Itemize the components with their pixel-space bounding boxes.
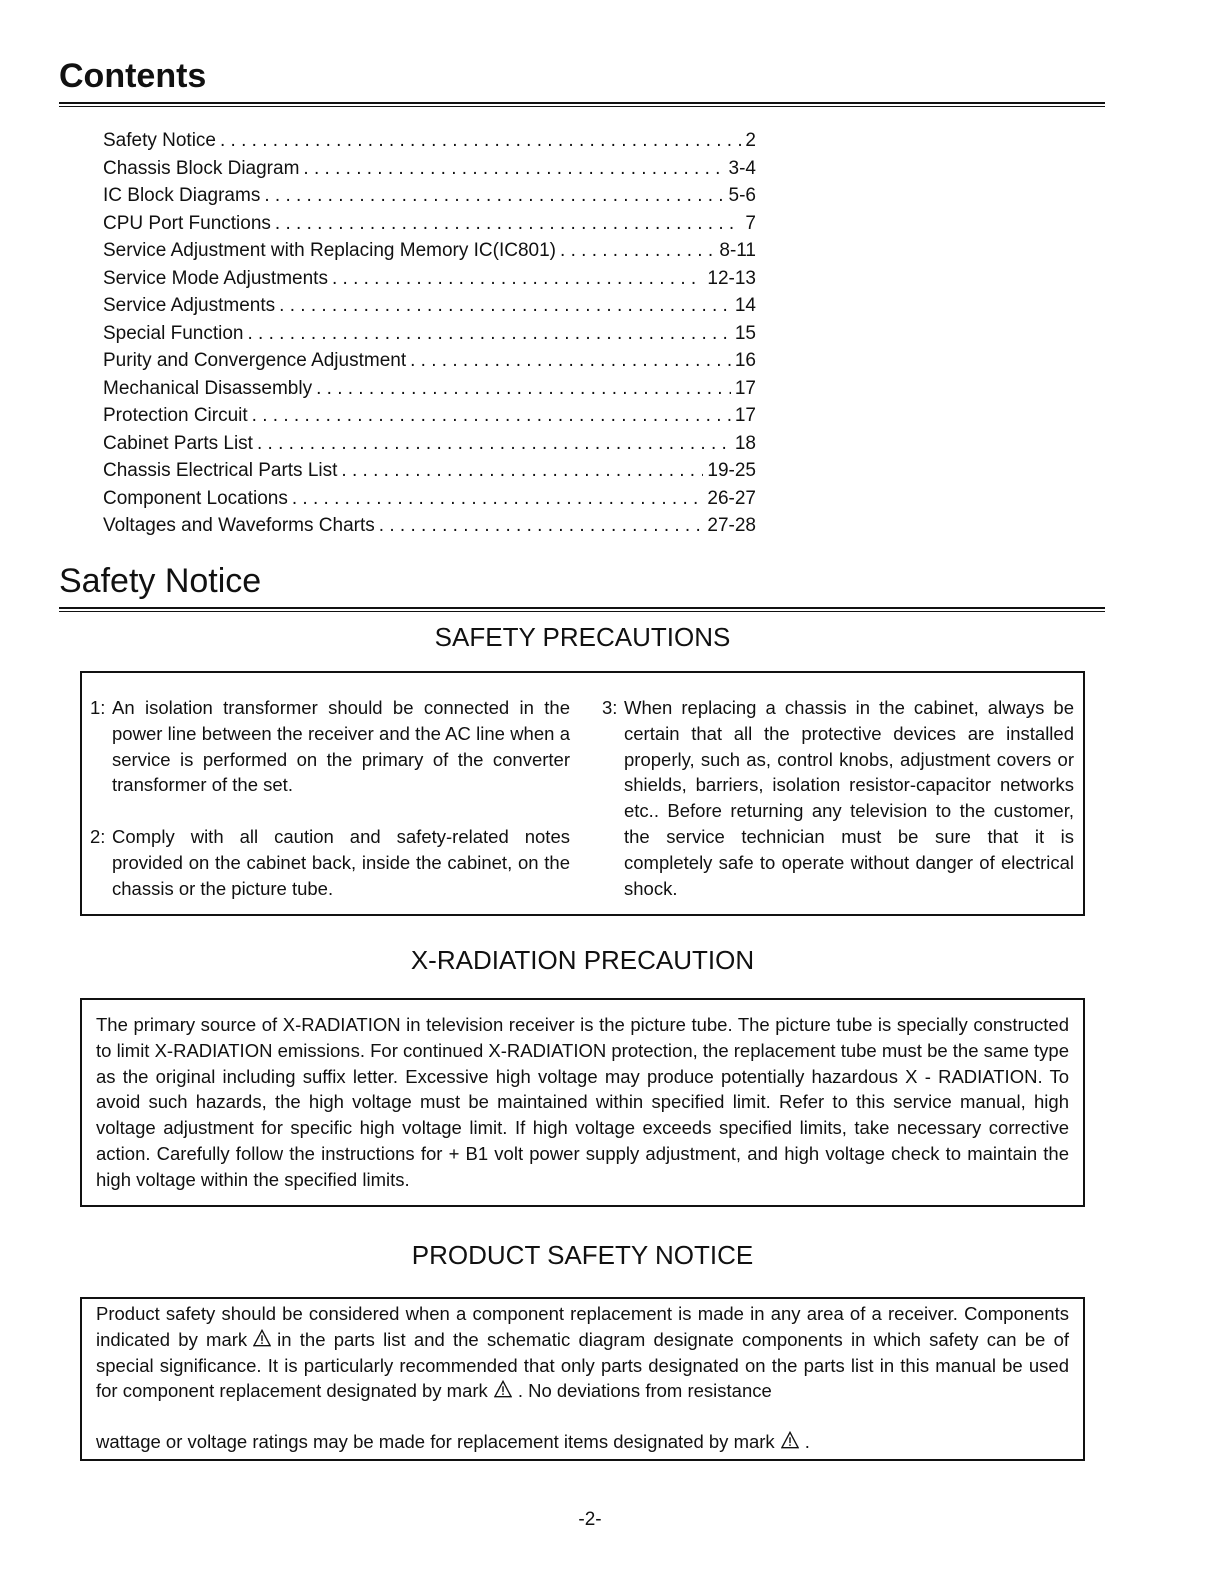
contents-item-page: 17 — [734, 377, 756, 399]
dot-leader — [341, 460, 703, 482]
product-safety-text — [96, 1429, 1069, 1455]
contents-item — [103, 323, 756, 351]
dot-leader — [257, 433, 731, 455]
safety-precautions-title: SAFETY PRECAUTIONS — [434, 622, 731, 652]
contents-item — [103, 295, 756, 323]
warning-triangle-icon — [253, 1329, 271, 1347]
precaution-number: 2: — [90, 826, 106, 848]
precaution-text: Comply with all caution and safety-related notes provided on the cabinet back, inside the cabinet, on the chassis or the picture tube. — [112, 826, 570, 899]
contents-item — [103, 515, 756, 543]
contents-item-label: Mechanical Disassembly — [103, 377, 313, 399]
contents-item-label: Protection Circuit — [103, 405, 248, 426]
contents-item — [103, 433, 756, 461]
dot-leader — [560, 240, 715, 262]
safety-notice-title: Safety Notice — [59, 562, 262, 600]
precaution-text: An isolation transformer should be connected in the power line between the receiver and the AC line when a service is performed on the primary of the converter transformer of the set. — [112, 697, 570, 796]
dot-leader — [332, 268, 703, 290]
contents-item-page: 17 — [734, 405, 756, 426]
contents-item — [103, 240, 756, 268]
contents-item — [103, 460, 756, 488]
product-safety-text-part: Product safety should be considered when a component replacement is made in any area of a receiver. Components indicated by mark — [96, 1303, 1069, 1350]
dot-leader — [279, 295, 731, 317]
contents-item-label: Component Locations — [103, 487, 288, 509]
contents-item — [103, 350, 756, 378]
contents-item — [103, 378, 756, 406]
product-safety-text-part: . No deviations from resistance — [517, 1380, 772, 1402]
contents-item-label: Safety Notice — [103, 130, 216, 151]
contents-item-page: 8-11 — [719, 240, 756, 261]
contents-item-label: Chassis Electrical Parts List — [103, 460, 338, 481]
product-safety-box — [80, 1297, 1085, 1461]
contents-item — [103, 158, 756, 186]
contents-item-page: 19-25 — [707, 460, 756, 481]
dot-leader — [275, 213, 742, 235]
dot-leader — [220, 130, 741, 152]
contents-item-page: 2 — [745, 130, 756, 151]
contents-item-label: Service Adjustments — [103, 295, 276, 316]
contents-item-page: 15 — [734, 322, 756, 344]
precaution-item — [90, 695, 570, 798]
dot-leader — [247, 323, 730, 345]
contents-list — [103, 130, 756, 543]
contents-item-page: 18 — [734, 432, 756, 454]
precaution-text: When replacing a chassis in the cabinet, always be certain that all the protective devices are installed properly, such as, control knobs, adjustment covers or shields, barriers, isolation resistor-capacitor networks etc.. Before returning any television to the customer, the service technician must be sure that it is completely safe to operate without danger of electrical shock. — [624, 697, 1074, 899]
product-safety-text-part: wattage or voltage ratings may be made for replacement items designated by mark — [96, 1431, 775, 1453]
precaution-number: 1: — [90, 697, 106, 718]
contents-item-label: Voltages and Waveforms Charts — [103, 515, 375, 536]
contents-item-page: 14 — [734, 295, 756, 316]
safety-precautions-box — [80, 671, 1085, 916]
product-safety-text-part: . — [804, 1431, 810, 1453]
precaution-number: 3: — [602, 697, 618, 718]
dot-leader — [264, 185, 724, 207]
contents-item-label: Cabinet Parts List — [103, 432, 253, 454]
contents-item — [103, 268, 756, 296]
contents-item — [103, 405, 756, 433]
contents-title: Contents — [59, 57, 207, 95]
product-safety-text-part: in the parts list and the schematic diagram designate components in which safety can be of special significance. It is particularly recommended that only parts designated on the parts list in this manual be used for component replacement designated by mark — [96, 1328, 1069, 1402]
product-safety-title: PRODUCT SAFETY NOTICE — [411, 1240, 754, 1270]
contents-item-label: CPU Port Functions — [103, 212, 271, 234]
page-number: -2- — [578, 1509, 602, 1530]
precautions-right-column — [602, 695, 1074, 901]
contents-item-label: IC Block Diagrams — [103, 185, 261, 206]
xray-precaution-title: X-RADIATION PRECAUTION — [410, 945, 755, 975]
precaution-item — [602, 695, 1074, 901]
section-rule — [59, 607, 1105, 612]
dot-leader — [316, 378, 731, 400]
contents-item — [103, 185, 756, 213]
contents-item-page: 12-13 — [707, 267, 756, 289]
dot-leader — [303, 158, 724, 180]
dot-leader — [252, 405, 731, 427]
contents-item-page: 27-28 — [707, 515, 756, 536]
contents-item — [103, 130, 756, 158]
xray-precaution-box — [80, 998, 1085, 1207]
contents-item-label: Chassis Block Diagram — [103, 157, 300, 179]
contents-item-label: Special Function — [103, 322, 244, 344]
section-rule — [59, 102, 1105, 107]
xray-precaution-text: The primary source of X-RADIATION in television receiver is the picture tube. The picture tube is specially constructed to limit X-RADIATION emissions. For continued X-RADIATION protection, the replacement tube must be the same type as the original including suffix letter. Excessive high voltage may produce potentially hazardous X - RADIATION. To avoid such hazards, the high voltage must be maintained within specified limit. Refer to this service manual, high voltage adjustment for specific high voltage limit. If high voltage exceeds specified limits, take necessary corrective action. Carefully follow the instructions for + B1 volt power supply adjustment, and high voltage check to maintain the high voltage within the specified limits. — [96, 1014, 1069, 1190]
contents-item-label: Service Adjustment with Replacing Memory IC(IC801) — [103, 240, 557, 261]
dot-leader — [292, 488, 704, 510]
contents-item-label: Purity and Convergence Adjustment — [103, 350, 407, 371]
dot-leader — [410, 350, 731, 372]
contents-item-page: 3-4 — [728, 157, 756, 179]
dot-leader — [379, 515, 704, 537]
product-safety-text — [96, 1301, 1069, 1404]
contents-item-page: 5-6 — [728, 185, 756, 206]
warning-triangle-icon — [781, 1431, 799, 1449]
contents-item — [103, 488, 756, 516]
precaution-item — [90, 824, 570, 901]
contents-item-page: 26-27 — [707, 487, 756, 509]
contents-item — [103, 213, 756, 241]
precautions-left-column — [90, 695, 570, 902]
contents-item-page: 16 — [734, 350, 756, 371]
contents-item-page: 7 — [745, 212, 756, 234]
warning-triangle-icon — [494, 1380, 512, 1398]
contents-item-label: Service Mode Adjustments — [103, 267, 328, 289]
